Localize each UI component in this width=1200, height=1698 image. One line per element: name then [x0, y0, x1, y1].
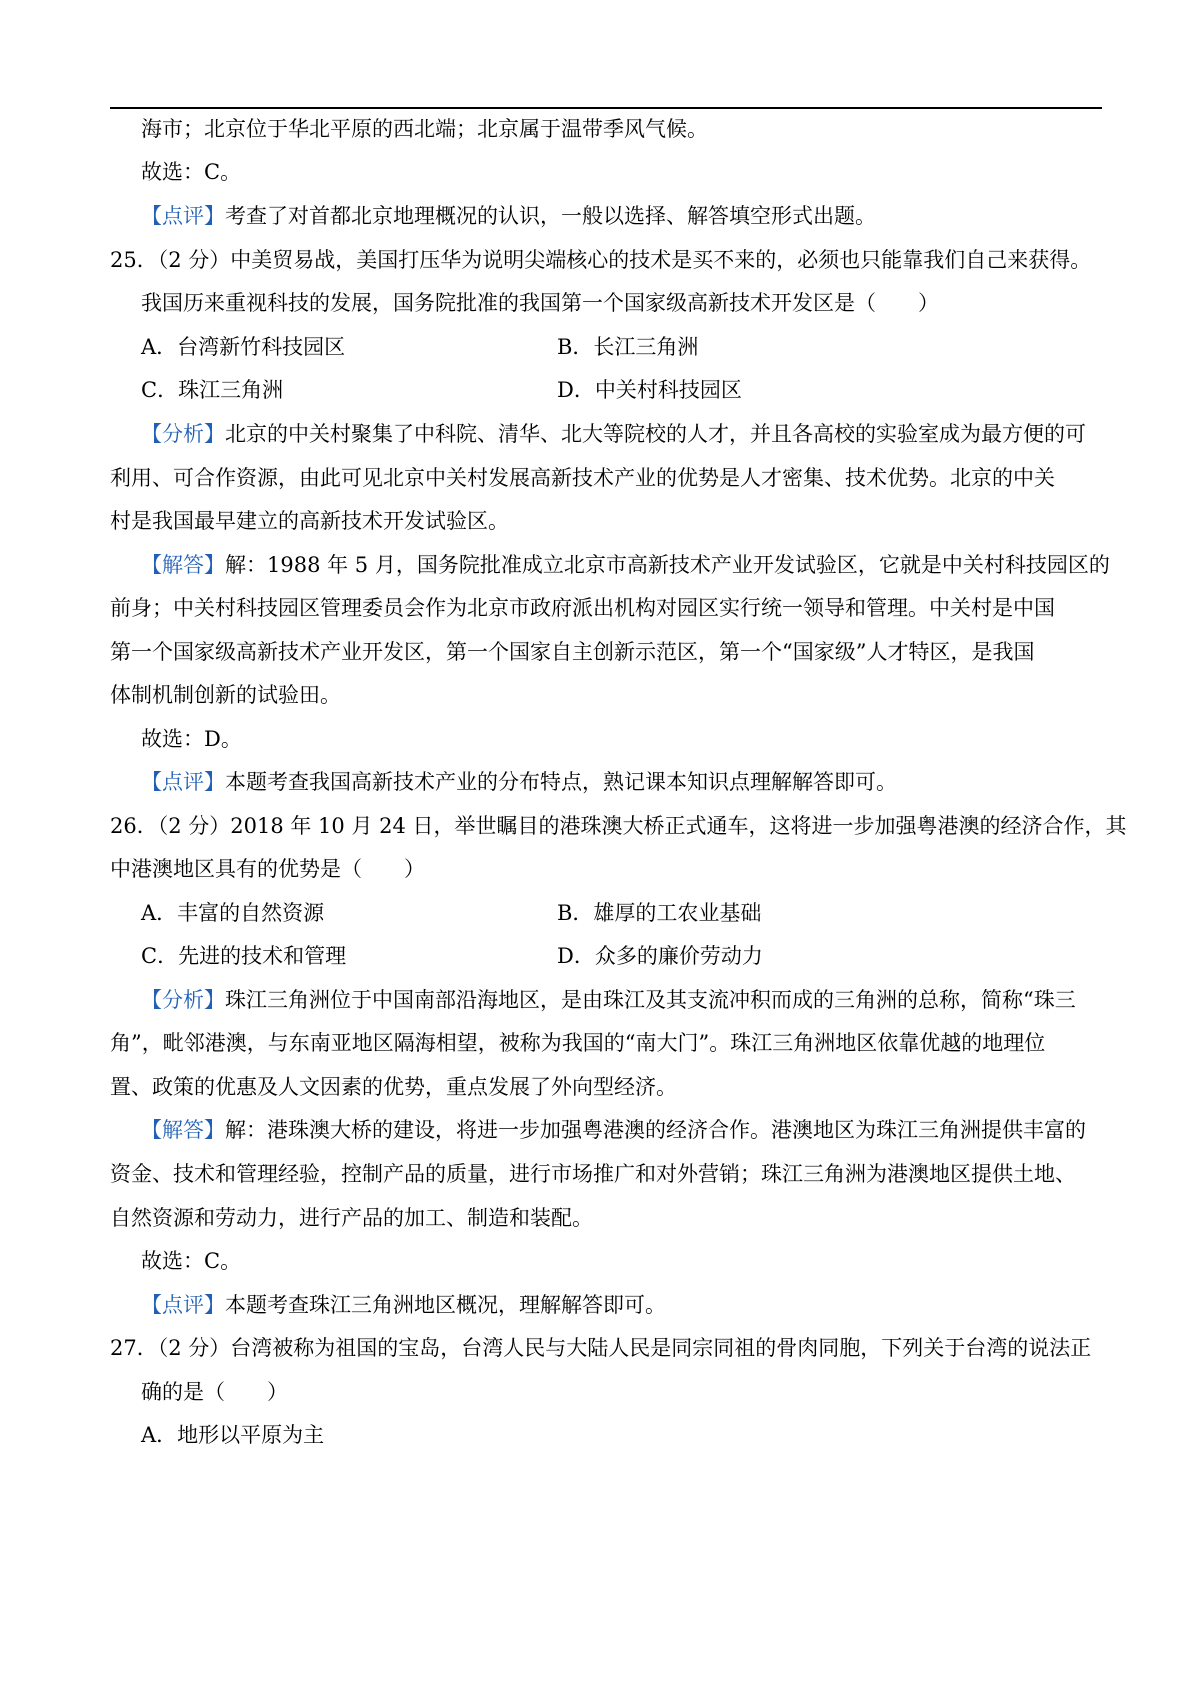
- choice-line: 故选：C。: [141, 160, 242, 184]
- question-26-option-a: A．丰富的自然资源: [141, 901, 325, 925]
- question-25-analysis-2: 利用、可合作资源，由此可见北京中关村发展高新技术产业的优势是人才密集、技术优势。北京的中关: [110, 466, 1055, 490]
- question-25-option-b: B．长江三角洲: [557, 335, 699, 359]
- solution-text: 解：1988 年 5 月，国务院批准成立北京市高新技术产业开发试验区，它就是中关村科技园区的: [225, 553, 1110, 577]
- question-25-line-1: 25．（2 分）中美贸易战，美国打压华为说明尖端核心的技术是买不来的，必须也只能靠我们自己来获得。: [110, 248, 1092, 272]
- comment-text: 考查了对首都北京地理概况的认识，一般以选择、解答填空形式出题。: [225, 204, 876, 228]
- question-26-analysis-3: 置、政策的优惠及人文因素的优势，重点发展了外向型经济。: [110, 1075, 677, 1099]
- question-25-choice: 故选：D。: [141, 727, 242, 751]
- comment-tag: 【点评】: [141, 770, 225, 794]
- question-25-option-d: D．中关村科技园区: [557, 378, 742, 402]
- question-27-option-a: A．地形以平原为主: [141, 1423, 325, 1447]
- question-27-line-2: 确的是（ ）: [141, 1380, 288, 1404]
- analysis-tag: 【分析】: [141, 988, 225, 1012]
- question-26-solution-3: 自然资源和劳动力，进行产品的加工、制造和装配。: [110, 1206, 593, 1230]
- question-25-option-c: C．珠江三角洲: [141, 378, 284, 402]
- question-25-analysis-3: 村是我国最早建立的高新技术开发试验区。: [110, 509, 509, 533]
- question-26-option-d: D．众多的廉价劳动力: [557, 944, 763, 968]
- question-25-option-a: A．台湾新竹科技园区: [141, 335, 346, 359]
- solution-tag: 【解答】: [141, 553, 225, 577]
- question-25-comment: [141, 768, 897, 796]
- question-26-line-2: 中港澳地区具有的优势是（ ）: [110, 857, 425, 881]
- comment-tag: 【点评】: [141, 1293, 225, 1317]
- analysis-text: 北京的中关村聚集了中科院、清华、北大等院校的人才，并且各高校的实验室成为最方便的可: [225, 422, 1086, 446]
- question-25-line-2: 我国历来重视科技的发展，国务院批准的我国第一个国家级高新技术开发区是（ ）: [141, 291, 939, 315]
- question-26-line-1: 26．（2 分）2018 年 10 月 24 日，举世瞩目的港珠澳大桥正式通车，这将进一步加强粤港澳的经济合作，其: [110, 814, 1127, 838]
- solution-text: 解：港珠澳大桥的建设，将进一步加强粤港澳的经济合作。港澳地区为珠江三角洲提供丰富的: [225, 1118, 1086, 1142]
- question-26-option-b: B．雄厚的工农业基础: [557, 901, 762, 925]
- question-26-solution-2: 资金、技术和管理经验，控制产品的质量，进行市场推广和对外营销；珠江三角洲为港澳地区提供土地、: [110, 1162, 1076, 1186]
- question-26-solution-1: [141, 1116, 1086, 1144]
- question-26-option-c: C．先进的技术和管理: [141, 944, 347, 968]
- question-25-analysis-1: [141, 420, 1086, 448]
- question-26-analysis-2: 角”，毗邻港澳，与东南亚地区隔海相望，被称为我国的“南大门”。珠江三角洲地区依靠优越的地理位: [110, 1031, 1046, 1055]
- question-26-analysis-1: [141, 986, 1076, 1014]
- question-25-solution-1: [141, 551, 1110, 579]
- question-25-solution-3: 第一个国家级高新技术产业开发区，第一个国家自主创新示范区，第一个“国家级”人才特区，是我国: [110, 640, 1035, 664]
- comment-tag: 【点评】: [141, 204, 225, 228]
- analysis-text: 珠江三角洲位于中国南部沿海地区，是由珠江及其支流冲积而成的三角洲的总称，简称“珠三: [225, 988, 1076, 1012]
- question-25-solution-2: 前身；中关村科技园区管理委员会作为北京市政府派出机构对园区实行统一领导和管理。中关村是中国: [110, 596, 1055, 620]
- question-25-solution-4: 体制机制创新的试验田。: [110, 683, 341, 707]
- comment-text: 本题考查我国高新技术产业的分布特点，熟记课本知识点理解解答即可。: [225, 770, 897, 794]
- answer-tail-line: 海市；北京位于华北平原的西北端；北京属于温带季风气候。: [141, 117, 708, 141]
- question-27-line-1: 27．（2 分）台湾被称为祖国的宝岛，台湾人民与大陆人民是同宗同祖的骨肉同胞，下列关于台湾的说法正: [110, 1336, 1092, 1360]
- analysis-tag: 【分析】: [141, 422, 225, 446]
- comment-line: [141, 202, 876, 230]
- solution-tag: 【解答】: [141, 1118, 225, 1142]
- question-26-comment: [141, 1291, 666, 1319]
- comment-text: 本题考查珠江三角洲地区概况，理解解答即可。: [225, 1293, 666, 1317]
- question-26-choice: 故选：C。: [141, 1249, 242, 1273]
- header-rule: [110, 107, 1102, 109]
